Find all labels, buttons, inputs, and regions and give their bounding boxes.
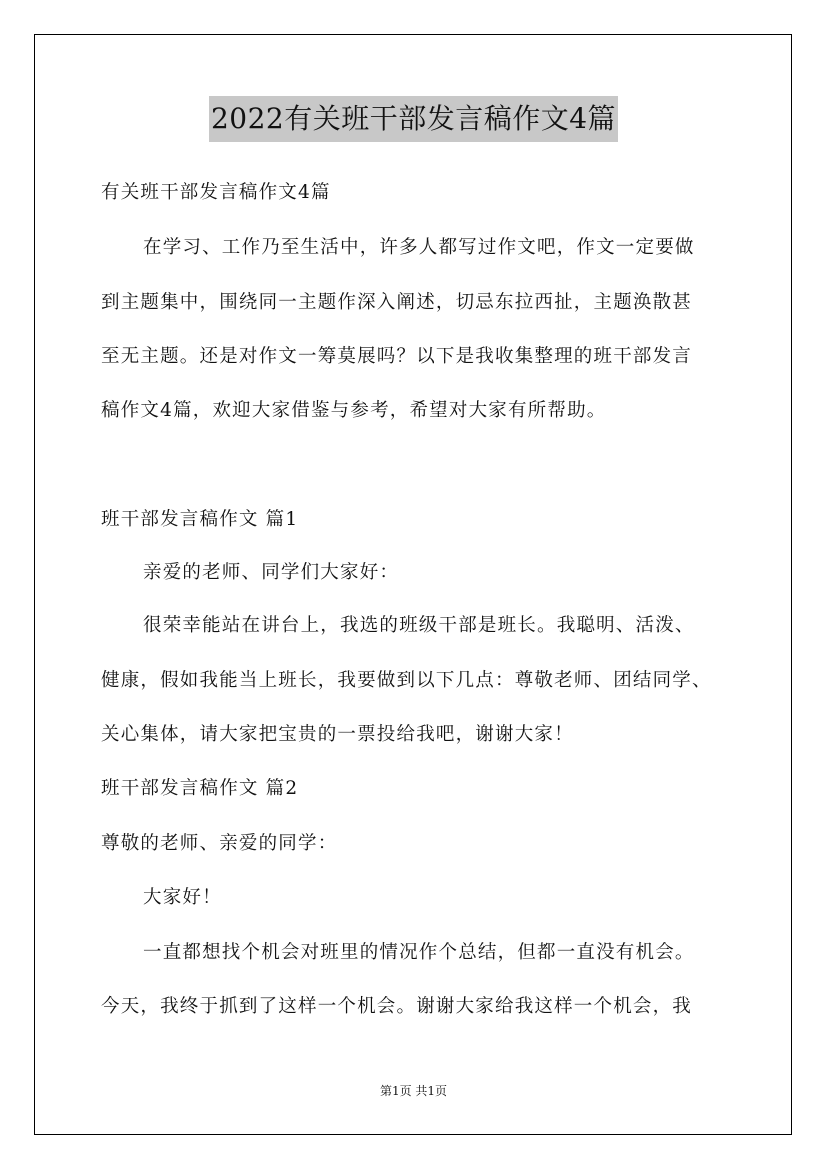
paragraph-line: 亲爱的老师、同学们大家好： (143, 562, 400, 583)
paragraph-line: 在学习、工作乃至生活中，许多人都写过作文吧，作文一定要做 (143, 237, 695, 258)
paragraph-line: 关心集体，请大家把宝贵的一票投给我吧，谢谢大家！ (101, 724, 574, 745)
page-number-footer: 第1页 共1页 (379, 1084, 448, 1098)
section-heading: 班干部发言稿作文 篇2 (101, 778, 299, 799)
paragraph-line: 大家好！ (143, 887, 222, 908)
title-container (0, 96, 827, 142)
document-title: 2022有关班干部发言稿作文4篇 (209, 96, 618, 142)
section-heading: 班干部发言稿作文 篇1 (101, 509, 299, 530)
paragraph-line: 尊敬的老师、亲爱的同学： (101, 833, 338, 854)
paragraph-line: 很荣幸能站在讲台上，我选的班级干部是班长。我聪明、活泼、 (143, 615, 695, 636)
subtitle-line: 有关班干部发言稿作文4篇 (101, 182, 331, 203)
paragraph-line: 稿作文4篇，欢迎大家借鉴与参考，希望对大家有所帮助。 (101, 400, 607, 421)
paragraph-line: 一直都想找个机会对班里的情况作个总结，但都一直没有机会。 (143, 942, 695, 963)
paragraph-line: 至无主题。还是对作文一筹莫展吗？以下是我收集整理的班干部发言 (101, 346, 693, 367)
paragraph-line: 到主题集中，围绕同一主题作深入阐述，切忌东拉西扯，主题涣散甚 (101, 292, 693, 313)
paragraph-line: 今天，我终于抓到了这样一个机会。谢谢大家给我这样一个机会，我 (101, 996, 693, 1017)
paragraph-line: 健康，假如我能当上班长，我要做到以下几点：尊敬老师、团结同学、 (101, 670, 712, 691)
